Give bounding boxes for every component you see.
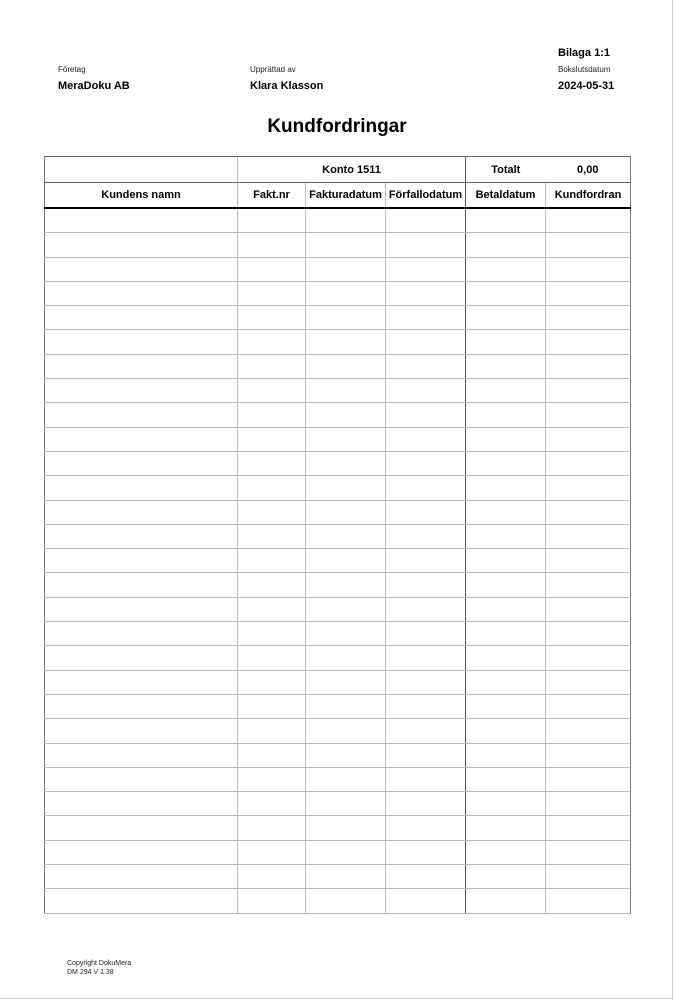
invoice-no-cell[interactable] xyxy=(238,743,306,767)
invoice-no-cell[interactable] xyxy=(238,500,306,524)
receivable-cell[interactable] xyxy=(546,816,631,840)
invoice-no-cell[interactable] xyxy=(238,719,306,743)
attachment-label: Bilaga 1:1 xyxy=(558,47,610,59)
invoice-date-cell[interactable] xyxy=(306,354,386,378)
receivable-cell[interactable] xyxy=(546,233,631,257)
table-row xyxy=(45,597,631,621)
receivable-cell[interactable] xyxy=(546,281,631,305)
customer-name-cell[interactable] xyxy=(45,670,238,694)
receivable-cell[interactable] xyxy=(546,597,631,621)
customer-name-cell[interactable] xyxy=(45,208,238,233)
table-row xyxy=(45,524,631,548)
due-date-cell[interactable] xyxy=(386,719,466,743)
payment-date-cell[interactable] xyxy=(466,257,546,281)
receivable-cell[interactable] xyxy=(546,403,631,427)
payment-date-cell[interactable] xyxy=(466,622,546,646)
customer-name-cell[interactable] xyxy=(45,865,238,889)
due-date-cell[interactable] xyxy=(386,403,466,427)
invoice-no-cell[interactable] xyxy=(238,281,306,305)
customer-name-cell[interactable] xyxy=(45,306,238,330)
invoice-no-cell[interactable] xyxy=(238,816,306,840)
version-text: DM 294 V 1.38 xyxy=(67,969,114,976)
table-row xyxy=(45,379,631,403)
table-row xyxy=(45,865,631,889)
customer-name-cell[interactable] xyxy=(45,767,238,791)
payment-date-cell[interactable] xyxy=(466,306,546,330)
summary-row xyxy=(45,157,631,183)
customer-name-cell[interactable] xyxy=(45,573,238,597)
customer-name-cell[interactable] xyxy=(45,233,238,257)
table-row xyxy=(45,792,631,816)
receivable-cell[interactable] xyxy=(546,476,631,500)
table-row xyxy=(45,694,631,718)
payment-date-cell[interactable] xyxy=(466,767,546,791)
table-row xyxy=(45,427,631,451)
receivable-cell[interactable] xyxy=(546,646,631,670)
invoice-date-cell[interactable] xyxy=(306,281,386,305)
customer-name-cell[interactable] xyxy=(45,889,238,913)
receivable-cell[interactable] xyxy=(546,354,631,378)
invoice-date-cell[interactable] xyxy=(306,767,386,791)
receivable-cell[interactable] xyxy=(546,573,631,597)
invoice-no-cell[interactable] xyxy=(238,792,306,816)
table-row xyxy=(45,549,631,573)
payment-date-cell[interactable] xyxy=(466,646,546,670)
receivables-table xyxy=(44,156,631,914)
invoice-no-cell[interactable] xyxy=(238,379,306,403)
invoice-date-cell[interactable] xyxy=(306,524,386,548)
customer-name-cell[interactable] xyxy=(45,792,238,816)
receivable-cell[interactable] xyxy=(546,524,631,548)
payment-date-cell[interactable] xyxy=(466,524,546,548)
receivable-cell[interactable] xyxy=(546,889,631,913)
due-date-cell[interactable] xyxy=(386,694,466,718)
receivable-cell[interactable] xyxy=(546,330,631,354)
due-date-cell[interactable] xyxy=(386,281,466,305)
invoice-no-cell[interactable] xyxy=(238,549,306,573)
invoice-date-cell[interactable] xyxy=(306,379,386,403)
table-row xyxy=(45,719,631,743)
payment-date-cell[interactable] xyxy=(466,792,546,816)
invoice-date-cell[interactable] xyxy=(306,743,386,767)
due-date-cell[interactable] xyxy=(386,865,466,889)
due-date-cell[interactable] xyxy=(386,573,466,597)
receivable-cell[interactable] xyxy=(546,865,631,889)
invoice-date-cell[interactable] xyxy=(306,549,386,573)
invoice-no-cell[interactable] xyxy=(238,767,306,791)
col-header-receivable: Kundfordran xyxy=(546,183,631,209)
table-row xyxy=(45,622,631,646)
col-header-invoice-date: Fakturadatum xyxy=(306,183,386,209)
due-date-cell[interactable] xyxy=(386,476,466,500)
invoice-no-cell[interactable] xyxy=(238,694,306,718)
receivable-cell[interactable] xyxy=(546,451,631,475)
total-value-cell: 0,00 xyxy=(546,157,631,183)
payment-date-cell[interactable] xyxy=(466,476,546,500)
due-date-cell[interactable] xyxy=(386,330,466,354)
due-date-cell[interactable] xyxy=(386,524,466,548)
invoice-no-cell[interactable] xyxy=(238,597,306,621)
prepared-by-label: Upprättad av xyxy=(250,65,296,74)
invoice-date-cell[interactable] xyxy=(306,330,386,354)
payment-date-cell[interactable] xyxy=(466,816,546,840)
invoice-no-cell[interactable] xyxy=(238,622,306,646)
receivable-cell[interactable] xyxy=(546,379,631,403)
payment-date-cell[interactable] xyxy=(466,889,546,913)
col-header-due-date: Förfallodatum xyxy=(386,183,466,209)
invoice-no-cell[interactable] xyxy=(238,306,306,330)
payment-date-cell[interactable] xyxy=(466,694,546,718)
payment-date-cell[interactable] xyxy=(466,233,546,257)
table-row xyxy=(45,743,631,767)
due-date-cell[interactable] xyxy=(386,379,466,403)
payment-date-cell[interactable] xyxy=(466,597,546,621)
receivable-cell[interactable] xyxy=(546,840,631,864)
due-date-cell[interactable] xyxy=(386,646,466,670)
invoice-date-cell[interactable] xyxy=(306,573,386,597)
payment-date-cell[interactable] xyxy=(466,719,546,743)
due-date-cell[interactable] xyxy=(386,257,466,281)
payment-date-cell[interactable] xyxy=(466,281,546,305)
customer-name-cell[interactable] xyxy=(45,257,238,281)
invoice-date-cell[interactable] xyxy=(306,865,386,889)
payment-date-cell[interactable] xyxy=(466,573,546,597)
customer-name-cell[interactable] xyxy=(45,694,238,718)
payment-date-cell[interactable] xyxy=(466,549,546,573)
payment-date-cell[interactable] xyxy=(466,743,546,767)
invoice-no-cell[interactable] xyxy=(238,476,306,500)
table-row xyxy=(45,233,631,257)
payment-date-cell[interactable] xyxy=(466,865,546,889)
customer-name-cell[interactable] xyxy=(45,427,238,451)
invoice-no-cell[interactable] xyxy=(238,427,306,451)
table-row xyxy=(45,354,631,378)
customer-name-cell[interactable] xyxy=(45,646,238,670)
customer-name-cell[interactable] xyxy=(45,549,238,573)
invoice-date-cell[interactable] xyxy=(306,792,386,816)
table-row xyxy=(45,840,631,864)
receivable-cell[interactable] xyxy=(546,549,631,573)
due-date-cell[interactable] xyxy=(386,208,466,233)
invoice-date-cell[interactable] xyxy=(306,306,386,330)
invoice-date-cell[interactable] xyxy=(306,233,386,257)
customer-name-cell[interactable] xyxy=(45,330,238,354)
table-row xyxy=(45,281,631,305)
receivable-cell[interactable] xyxy=(546,743,631,767)
col-header-payment-date: Betaldatum xyxy=(466,183,546,209)
payment-date-cell[interactable] xyxy=(466,840,546,864)
prepared-by-value: Klara Klasson xyxy=(250,80,324,92)
customer-name-cell[interactable] xyxy=(45,524,238,548)
copyright-text: Copyright DokuMera xyxy=(67,960,132,967)
invoice-no-cell[interactable] xyxy=(238,208,306,233)
invoice-no-cell[interactable] xyxy=(238,451,306,475)
due-date-cell[interactable] xyxy=(386,427,466,451)
invoice-date-cell[interactable] xyxy=(306,208,386,233)
due-date-cell[interactable] xyxy=(386,500,466,524)
table-row xyxy=(45,816,631,840)
total-label-cell: Totalt xyxy=(466,157,546,183)
payment-date-cell[interactable] xyxy=(466,403,546,427)
table-row xyxy=(45,670,631,694)
due-date-cell[interactable] xyxy=(386,889,466,913)
due-date-cell[interactable] xyxy=(386,743,466,767)
invoice-date-cell[interactable] xyxy=(306,257,386,281)
customer-name-cell[interactable] xyxy=(45,743,238,767)
summary-blank-cell xyxy=(45,157,238,183)
receivable-cell[interactable] xyxy=(546,719,631,743)
invoice-no-cell[interactable] xyxy=(238,330,306,354)
receivable-cell[interactable] xyxy=(546,670,631,694)
table-row xyxy=(45,767,631,791)
invoice-no-cell[interactable] xyxy=(238,670,306,694)
due-date-cell[interactable] xyxy=(386,767,466,791)
payment-date-cell[interactable] xyxy=(466,500,546,524)
invoice-date-cell[interactable] xyxy=(306,670,386,694)
payment-date-cell[interactable] xyxy=(466,354,546,378)
receivable-cell[interactable] xyxy=(546,257,631,281)
table-row xyxy=(45,646,631,670)
customer-name-cell[interactable] xyxy=(45,719,238,743)
table-row xyxy=(45,573,631,597)
invoice-date-cell[interactable] xyxy=(306,597,386,621)
customer-name-cell[interactable] xyxy=(45,403,238,427)
invoice-date-cell[interactable] xyxy=(306,403,386,427)
receivable-cell[interactable] xyxy=(546,792,631,816)
receivable-cell[interactable] xyxy=(546,306,631,330)
payment-date-cell[interactable] xyxy=(466,427,546,451)
payment-date-cell[interactable] xyxy=(466,670,546,694)
invoice-date-cell[interactable] xyxy=(306,646,386,670)
due-date-cell[interactable] xyxy=(386,622,466,646)
payment-date-cell[interactable] xyxy=(466,330,546,354)
invoice-date-cell[interactable] xyxy=(306,719,386,743)
table-row xyxy=(45,306,631,330)
receivable-cell[interactable] xyxy=(546,500,631,524)
customer-name-cell[interactable] xyxy=(45,500,238,524)
invoice-no-cell[interactable] xyxy=(238,403,306,427)
customer-name-cell[interactable] xyxy=(45,840,238,864)
invoice-date-cell[interactable] xyxy=(306,451,386,475)
payment-date-cell[interactable] xyxy=(466,379,546,403)
invoice-no-cell[interactable] xyxy=(238,233,306,257)
invoice-date-cell[interactable] xyxy=(306,816,386,840)
invoice-no-cell[interactable] xyxy=(238,889,306,913)
customer-name-cell[interactable] xyxy=(45,354,238,378)
due-date-cell[interactable] xyxy=(386,306,466,330)
invoice-no-cell[interactable] xyxy=(238,354,306,378)
invoice-no-cell[interactable] xyxy=(238,646,306,670)
footer xyxy=(67,959,131,977)
payment-date-cell[interactable] xyxy=(466,451,546,475)
receivable-cell[interactable] xyxy=(546,694,631,718)
table-row xyxy=(45,257,631,281)
table-row xyxy=(45,208,631,233)
company-value: MeraDoku AB xyxy=(58,80,130,92)
invoice-no-cell[interactable] xyxy=(238,524,306,548)
invoice-date-cell[interactable] xyxy=(306,840,386,864)
due-date-cell[interactable] xyxy=(386,451,466,475)
receivable-cell[interactable] xyxy=(546,767,631,791)
customer-name-cell[interactable] xyxy=(45,379,238,403)
company-label: Företag xyxy=(58,65,86,74)
table-row xyxy=(45,403,631,427)
invoice-no-cell[interactable] xyxy=(238,840,306,864)
receivable-cell[interactable] xyxy=(546,427,631,451)
customer-name-cell[interactable] xyxy=(45,816,238,840)
due-date-cell[interactable] xyxy=(386,840,466,864)
invoice-date-cell[interactable] xyxy=(306,622,386,646)
invoice-no-cell[interactable] xyxy=(238,257,306,281)
customer-name-cell[interactable] xyxy=(45,476,238,500)
due-date-cell[interactable] xyxy=(386,354,466,378)
invoice-date-cell[interactable] xyxy=(306,427,386,451)
invoice-no-cell[interactable] xyxy=(238,573,306,597)
table-row xyxy=(45,451,631,475)
table-row xyxy=(45,330,631,354)
customer-name-cell[interactable] xyxy=(45,281,238,305)
customer-name-cell[interactable] xyxy=(45,451,238,475)
page-title: Kundfordringar xyxy=(267,116,407,137)
col-header-invoice-no: Fakt.nr xyxy=(238,183,306,209)
invoice-date-cell[interactable] xyxy=(306,500,386,524)
payment-date-cell[interactable] xyxy=(466,208,546,233)
invoice-date-cell[interactable] xyxy=(306,694,386,718)
col-header-customer-name: Kundens namn xyxy=(45,183,238,209)
receivable-cell[interactable] xyxy=(546,208,631,233)
due-date-cell[interactable] xyxy=(386,816,466,840)
table-row xyxy=(45,500,631,524)
receivable-cell[interactable] xyxy=(546,622,631,646)
invoice-no-cell[interactable] xyxy=(238,865,306,889)
due-date-cell[interactable] xyxy=(386,549,466,573)
table-row xyxy=(45,889,631,913)
customer-name-cell[interactable] xyxy=(45,597,238,621)
table-row xyxy=(45,476,631,500)
closing-date-label: Bokslutsdatum xyxy=(558,65,611,74)
due-date-cell[interactable] xyxy=(386,233,466,257)
invoice-date-cell[interactable] xyxy=(306,889,386,913)
due-date-cell[interactable] xyxy=(386,597,466,621)
due-date-cell[interactable] xyxy=(386,792,466,816)
account-cell: Konto 1511 xyxy=(238,157,466,183)
invoice-date-cell[interactable] xyxy=(306,476,386,500)
customer-name-cell[interactable] xyxy=(45,622,238,646)
column-header-row xyxy=(45,183,631,209)
closing-date-value: 2024-05-31 xyxy=(558,80,615,92)
due-date-cell[interactable] xyxy=(386,670,466,694)
